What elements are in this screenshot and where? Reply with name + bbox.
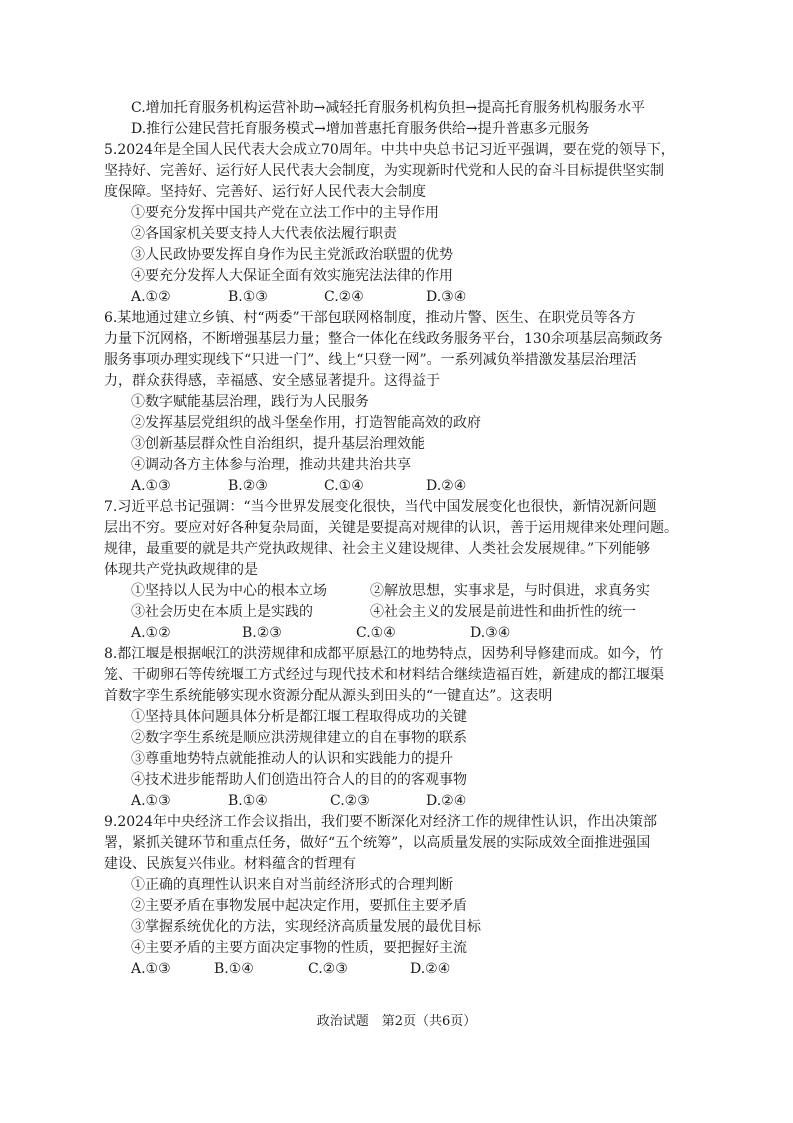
q8-choice-b[interactable]: B.①④ — [228, 793, 268, 809]
q6-stem-line: 力，群众获得感，幸福感、安全感显著提升。这得益于 — [104, 373, 440, 389]
q7-choice-c[interactable]: C.①④ — [356, 625, 396, 641]
q9-statement: ④主要矛盾的主要方面决定事物的性质，要把握好主流 — [131, 940, 467, 956]
q9-choice-b[interactable]: B.①④ — [214, 961, 254, 977]
q6-choices — [104, 476, 704, 497]
q6-statement: ④调动各方主体参与治理，推动共建共治共享 — [131, 457, 411, 473]
q7-stem-line: 层出不穷。要应对好各种复杂局面，关键是要提高对规律的认识，善于运用规律来处理问题。 — [104, 520, 678, 536]
q6-stem-line: 力量下沉网格，不断增强基层力量；整合一体化在线政务服务平台，130余项基层高频政务 — [104, 331, 663, 347]
page-footer: 政治试题 第2页（共6页） — [316, 1014, 477, 1029]
q9-statement: ①正确的真理性认识来自对当前经济形式的合理判断 — [131, 877, 453, 893]
question-7 — [104, 497, 704, 644]
q5-choice-a[interactable]: A.①② — [131, 289, 171, 305]
q9-choice-c[interactable]: C.②③ — [308, 961, 348, 977]
q8-statement: ①坚持具体问题具体分析是都江堰工程取得成功的关键 — [131, 709, 467, 725]
q5-statement: ②各国家机关要支持人大代表依法履行职责 — [131, 226, 397, 242]
q8-choice-c[interactable]: C.②③ — [330, 793, 370, 809]
q6-choice-a[interactable]: A.①③ — [131, 478, 171, 494]
q7-statement: ③社会历史在本质上是实践的 — [131, 604, 313, 620]
q7-statement: ①坚持以人民为中心的根本立场 — [131, 583, 327, 599]
q9-stem-line: 建设、民族复兴伟业。材料蕴含的哲理有 — [104, 856, 356, 872]
q5-statement: ④要充分发挥人大保证全面有效实施宪法法律的作用 — [131, 268, 453, 284]
q5-choice-b[interactable]: B.①③ — [228, 289, 268, 305]
q7-stem-line: 规律，最重要的就是共产党执政规律、社会主义建设规律、人类社会发展规律。”下列能够 — [104, 541, 651, 557]
q7-choice-d[interactable]: D.③④ — [470, 625, 511, 641]
q6-statement: ②发挥基层党组织的战斗堡垒作用，打造智能高效的政府 — [131, 415, 481, 431]
q9-stem-line: 署，紧抓关键环节和重点任务，做好“五个统筹”，以高质量发展的实际成效全面推进强国 — [104, 835, 651, 851]
page-content — [104, 98, 704, 980]
q7-choice-a[interactable]: A.①② — [131, 625, 171, 641]
q5-stem-line: 坚持好、完善好、运行好人民代表大会制度，为实现新时代党和人民的奋斗目标提供坚实制 — [104, 163, 664, 179]
q9-statement: ③掌握系统优化的方法，实现经济高质量发展的最优目标 — [131, 919, 481, 935]
q9-choice-a[interactable]: A.①③ — [131, 961, 171, 977]
q8-stem-line: 8.都江堰是根据岷江的洪涝规律和成都平原悬江的地势特点，因势利导修建而成。如今，竹 — [104, 646, 664, 662]
q5-stem-line: 度保障。坚持好、完善好、运行好人民代表大会制度 — [104, 184, 426, 200]
q5-statement: ①要充分发挥中国共产党在立法工作中的主导作用 — [131, 205, 439, 221]
q6-statement: ③创新基层群众性自治组织，提升基层治理效能 — [131, 436, 425, 452]
q9-stem-line: 9.2024年中央经济工作会议指出，我们要不断深化对经济工作的规律性认识，作出决策部 — [104, 814, 657, 830]
q9-choices — [104, 959, 704, 980]
q5-choice-c[interactable]: C.②④ — [324, 289, 364, 305]
q5-stem-line: 5.2024年是全国人民代表大会成立70周年。中共中央总书记习近平强调，要在党的领导下， — [104, 142, 675, 158]
q8-stem-line: 首数字孪生系统能够实现水资源分配从源头到田头的“一键直达”。这表明 — [104, 688, 553, 704]
q7-choice-b[interactable]: B.②③ — [242, 625, 282, 641]
q6-choice-b[interactable]: B.②③ — [228, 478, 268, 494]
q7-statement: ④社会主义的发展是前进性和曲折性的统一 — [370, 604, 636, 620]
q8-statement: ④技术进步能帮助人们创造出符合人的目的的客观事物 — [131, 772, 467, 788]
q4-option-c: C.增加托育服务机构运营补助→减轻托育服务机构负担→提高托育服务机构服务水平 — [131, 100, 646, 116]
question-6 — [104, 308, 704, 497]
q8-stem-line: 笼、干砌卵石等传统堰工方式经过与现代技术和材料结合继续造福百姓，新建成的都江堰渠 — [104, 667, 664, 683]
q9-statement: ②主要矛盾在事物发展中起决定作用，要抓住主要矛盾 — [131, 898, 467, 914]
question-5 — [104, 140, 704, 308]
q7-statements-row-1 — [104, 581, 704, 602]
q7-statement: ②解放思想，实事求是，与时俱进，求真务实 — [370, 583, 650, 599]
q8-statement: ③尊重地势特点就能推动人的认识和实践能力的提升 — [131, 751, 453, 767]
q8-choice-d[interactable]: D.②④ — [426, 793, 467, 809]
q6-choice-d[interactable]: D.②④ — [426, 478, 467, 494]
q6-stem-line: 服务事项办理实现线下“只进一门”、线上“只登一网”。一系列减负举措激发基层治理活 — [104, 352, 637, 368]
q8-choices — [104, 791, 704, 812]
q5-choices — [104, 287, 704, 308]
q8-choice-a[interactable]: A.①③ — [131, 793, 171, 809]
q7-choices — [104, 623, 704, 644]
q7-stem-line: 体现共产党执政规律的是 — [104, 562, 258, 578]
q7-statements-row-2 — [104, 602, 704, 623]
q4-option-d: D.推行公建民营托育服务模式→增加普惠托育服务供给→提升普惠多元服务 — [131, 121, 590, 137]
q9-choice-d[interactable]: D.②④ — [410, 961, 451, 977]
question-9 — [104, 812, 704, 980]
q6-stem-line: 6.某地通过建立乡镇、村“两委”干部包联网格制度，推动片警、医生、在职党员等各方 — [104, 310, 636, 326]
q5-choice-d[interactable]: D.③④ — [426, 289, 467, 305]
q5-statement: ③人民政协要发挥自身作为民主党派政治联盟的优势 — [131, 247, 453, 263]
q8-statement: ②数字孪生系统是顺应洪涝规律建立的自在事物的联系 — [131, 730, 467, 746]
q6-statement: ①数字赋能基层治理，践行为人民服务 — [131, 394, 369, 410]
question-8 — [104, 644, 704, 812]
q6-choice-c[interactable]: C.①④ — [324, 478, 364, 494]
q7-stem-line: 7.习近平总书记强调：“当今世界发展变化很快，当代中国发展变化也很快，新情况新问题 — [104, 499, 657, 515]
